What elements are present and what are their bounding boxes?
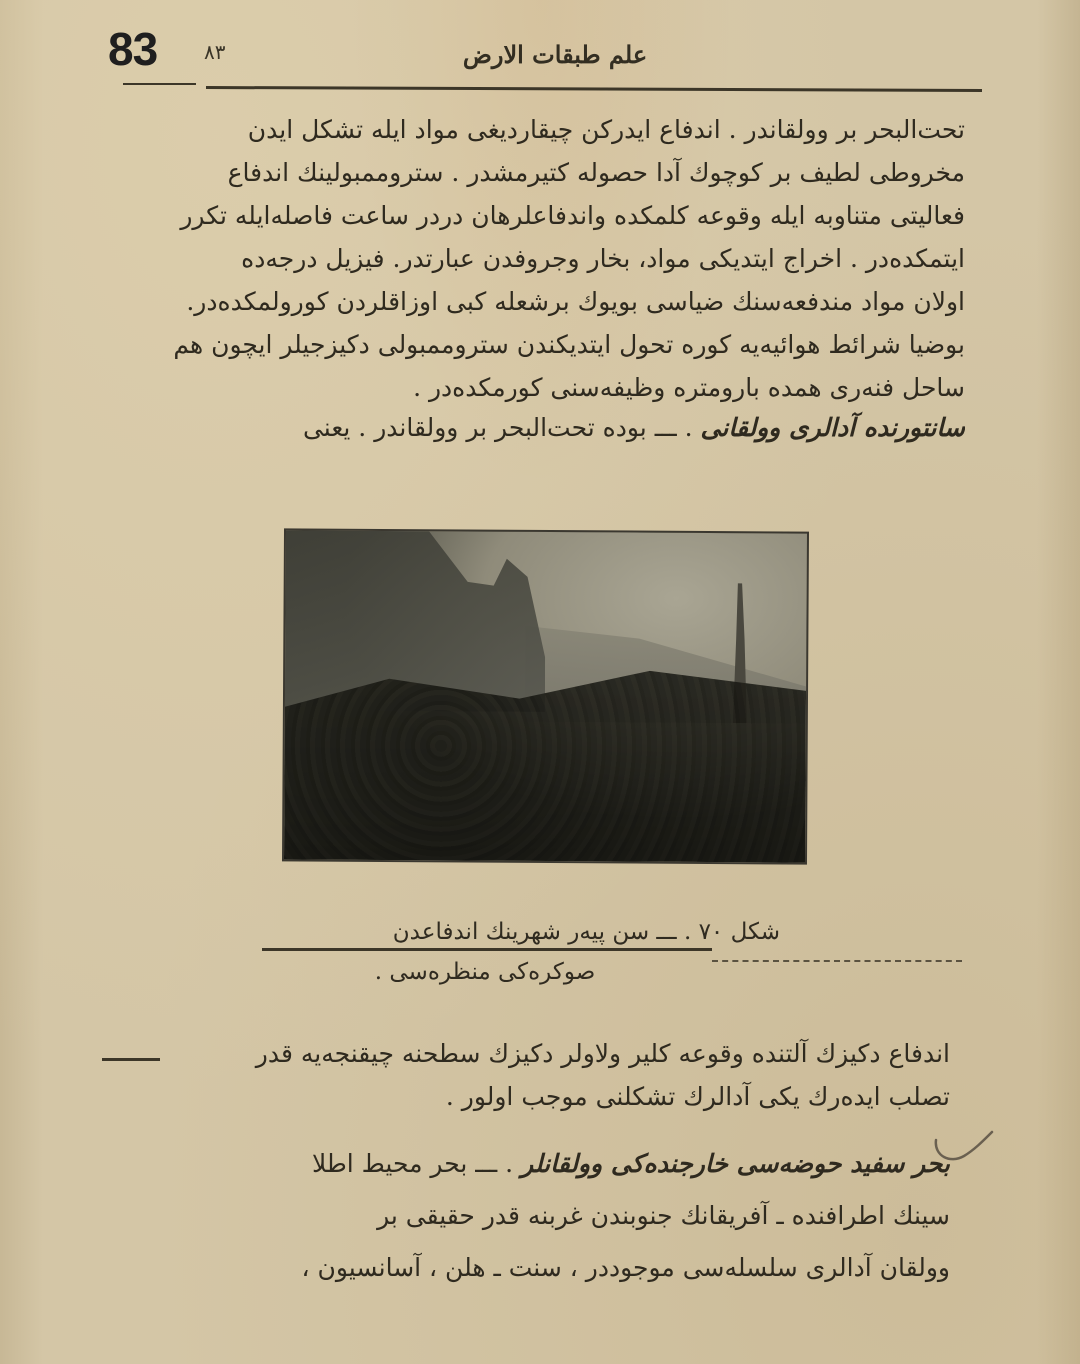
caption-line-2: صوکره‌کی منظره‌سی . [374,959,596,985]
text-run: . ـــ بحر محیط اطلا [311,1149,514,1178]
text-line: بوضیا شرائط هوائیه‌یه کوره تحول ایتدیکندن ستروممبولی دکیزجیلر ایچون هم [173,330,965,359]
paragraph-stromboli [135,108,965,409]
text-line: اندفاع دکیزك آلتنده وقوعه کلیر ولاولر دکیزك سطحنه چیقنجه‌یه قدر [255,1039,950,1068]
figure-photo-ruins [282,528,809,864]
figure-caption [260,912,780,992]
caption-line-1: شکل ۷۰ . ـــ سن پیه‌ر شهرینك اندفاعدن [392,919,780,945]
text-line [110,1138,950,1190]
running-title: علم طبقات الارض [462,40,648,69]
text-line: سینك اطرافنده ـ آفریقانك جنوبندن غربنه قدر حقیقی بر [377,1201,950,1230]
text-line: مخروطی لطیف بر کوچوك آدا حصوله کتیرمشدر . ستروممبولینك اندفاع [227,158,965,187]
page-number-arabic: ٨٣ [204,40,226,64]
page-number-latin: 83 [108,23,158,75]
text-line: تحت‌البحر بر وولقاندر . اندفاع ایدرکن چیقاردیغی مواد ایله تشکل ایدن [247,115,965,144]
text-line: تصلب ایده‌رك یکی آدالرك تشکلنی موجب اولور . [445,1082,950,1111]
text-run: . ـــ بوده تحت‌البحر بر وولقاندر . یعنی [302,413,693,442]
photo-rubble [284,669,806,863]
header-rule-short [123,83,196,85]
text-line [135,406,965,449]
caption-dotted-rule [712,960,962,962]
section-heading-outer-volcanoes: بحر سفید حوضه‌سی خارجنده‌کی وولقانلر [521,1149,950,1178]
hand-underline [102,1058,160,1061]
header-rule [206,86,982,92]
paragraph-santorini [135,406,965,449]
text-line: فعالیتی متناوبه ایله وقوعه کلمکده واندفاعلرهان دردر ساعت فاصله‌ایله تکرر [180,201,965,230]
text-line: ساحل فنه‌ری همده بارومتره وظیفه‌سنی کورمکده‌در . [413,373,965,402]
paragraph-outer-volcanoes [110,1138,950,1294]
text-line: اولان مواد مندفعه‌سنك ضیاسی بویوك برشعله کبی اوزاقلردن کورولمکده‌در. [186,287,965,316]
text-line: ایتمکده‌در . اخراج ایتدیکی مواد، بخار وجروفدن عبارتدر. فیزیل درجه‌ده [241,244,965,273]
caption-underline [262,948,712,951]
paragraph-submarine-eruption [100,1032,950,1118]
text-line: وولقان آدالری سلسله‌سی موجوددر ، سنت ـ هلن ، آسانسیون ، [301,1253,950,1282]
section-heading-santorini: سانتورنده آدالری وولقانی [700,413,965,442]
